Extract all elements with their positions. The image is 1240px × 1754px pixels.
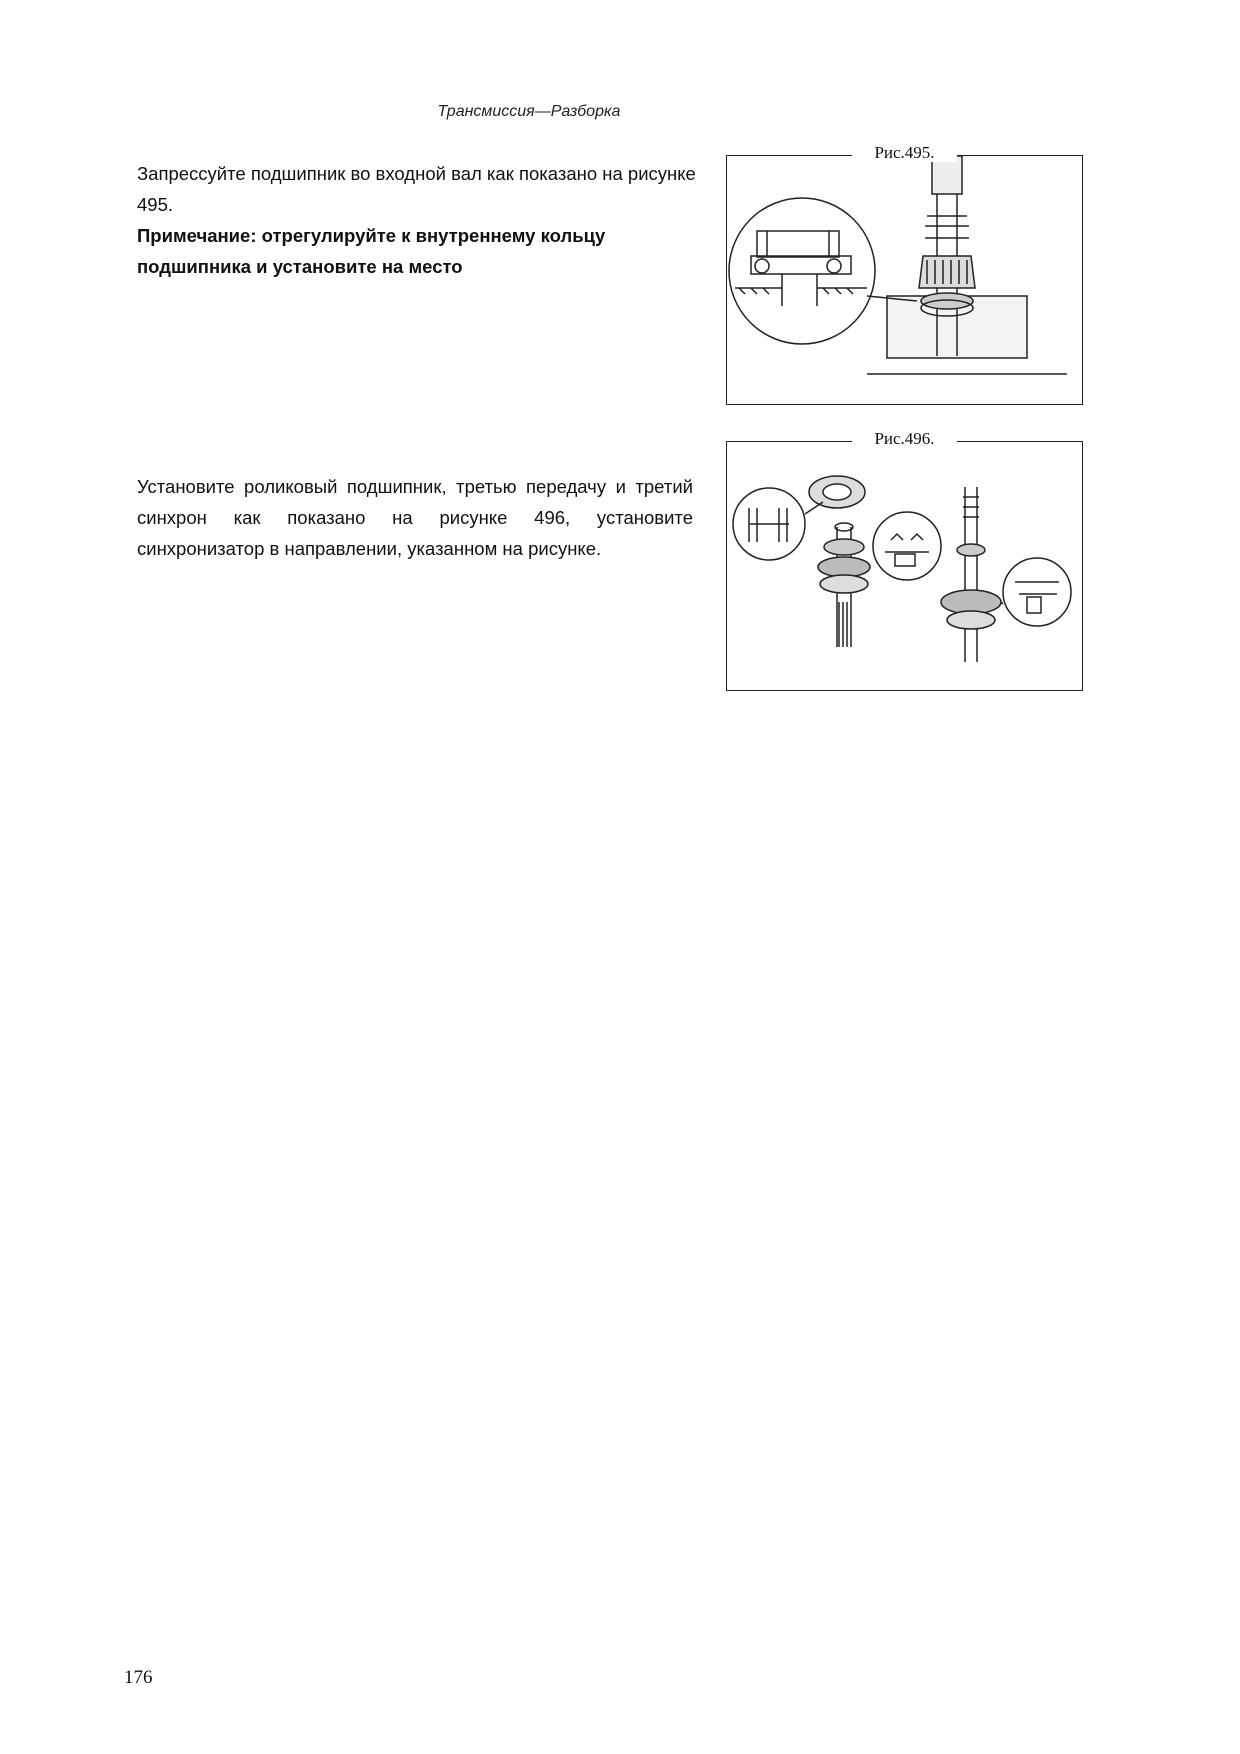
page-number: 176 [124, 1667, 153, 1688]
figure-495 [726, 143, 1083, 405]
figure-496-caption: Рис.496. [727, 429, 1082, 449]
figure-496-illustration [727, 442, 1082, 690]
note-text: Примечание: отрегулируйте к внутреннему кольцу подшипника и установите на место [137, 225, 606, 277]
figure-496 [726, 429, 1083, 691]
instruction-text-2: Установите роликовый подшипник, третью передачу и третий синхрон как показано на рисунке 496, установите синхронизатор в направлении, указанном на рисунке. [137, 476, 693, 559]
figure-495-caption: Рис.495. [727, 143, 1082, 163]
figure-495-illustration [727, 156, 1082, 404]
page-header: Трансмиссия—Разборка [437, 103, 621, 120]
instruction-text-1: Запрессуйте подшипник во входной вал как показано на рисунке 495. [137, 163, 696, 215]
